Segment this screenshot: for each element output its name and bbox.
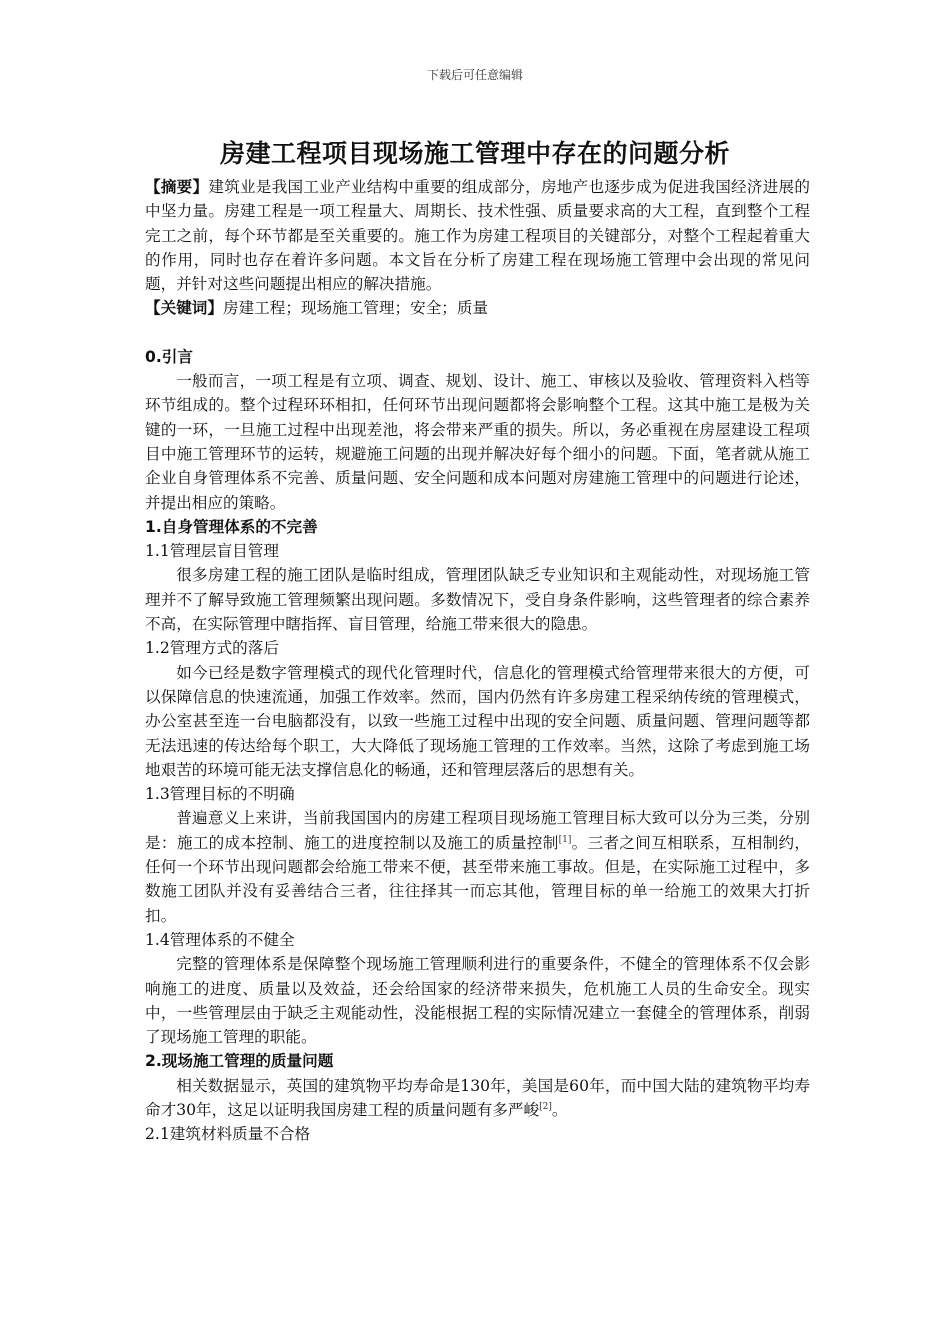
paragraph-2 — [145, 1074, 810, 1123]
citation-ref-2: [2] — [539, 1101, 552, 1112]
section-heading-intro: 0.引言 — [145, 347, 193, 366]
subsection-heading-1-3: 1.3管理目标的不明确 — [145, 785, 295, 804]
keywords-text: 房建工程；现场施工管理；安全；质量 — [222, 299, 489, 318]
header-note: 下载后可任意编辑 — [426, 68, 523, 82]
paragraph-1-3-part-b: 。三者之间互相联系，互相制约，任何一个环节出现问题都会给施工带来不便，甚至带来施工事故。但是，在实际施工过程中，多数施工团队并没有妥善结合三者，往往择其一而忘其他，管理目标的单一给施工的效果大打折扣。 — [145, 833, 810, 925]
paragraph-2-part-b: 。 — [551, 1100, 568, 1119]
paragraph-1-1: 很多房建工程的施工团队是临时组成，管理团队缺乏专业知识和主观能动性，对现场施工管理并不了解导致施工管理频繁出现问题。多数情况下，受自身条件影响，这些管理者的综合素养不高，在实际管理中瞎指挥、盲目管理，给施工带来很大的隐患。 — [145, 566, 810, 634]
citation-ref-1: [1] — [558, 834, 572, 845]
subsection-heading-1-2: 1.2管理方式的落后 — [145, 639, 279, 658]
subsection-heading-1-1: 1.1管理层盲目管理 — [145, 542, 279, 561]
paragraph-2-part-a: 相关数据显示，英国的建筑物平均寿命是130年，美国是60年，而中国大陆的建筑物平均寿命才30年，这足以证明我国房建工程的质量问题有多严峻 — [145, 1076, 810, 1119]
keywords-label: 【关键词】 — [145, 299, 223, 318]
paragraph-1-3-part-a: 普遍意义上来讲，当前我国国内的房建工程项目现场施工管理目标大致可以分为三类，分别是：施工的成本控制、施工的进度控制以及施工的质量控制 — [145, 809, 810, 852]
paragraph-1-3 — [145, 806, 810, 927]
subsection-heading-2-1: 2.1建筑材料质量不合格 — [145, 1125, 311, 1144]
paragraph-1-4: 完整的管理体系是保障整个现场施工管理顺利进行的重要条件，不健全的管理体系不仅会影响施工的进度、质量以及效益，还会给国家的经济带来损失，危机施工人员的生命安全。现实中，一些管理层由于缺乏主观能动性，没能根据工程的实际情况建立一套健全的管理体系，削弱了现场施工管理的职能。 — [145, 955, 810, 1047]
paragraph-1-2: 如今已经是数字管理模式的现代化管理时代，信息化的管理模式给管理带来很大的方便，可以保障信息的快速流通，加强工作效率。然而，国内仍然有许多房建工程采纳传统的管理模式，办公室甚至连一台电脑都没有，以致一些施工过程中出现的安全问题、质量问题、管理问题等都无法迅速的传达给每个职工，大大降低了现场施工管理的工作效率。当然，这除了考虑到施工场地艰苦的环境可能无法支撑信息化的畅通，还和管理层落后的思想有关。 — [145, 663, 810, 779]
subsection-heading-1-4: 1.4管理体系的不健全 — [145, 930, 295, 949]
abstract-label: 【摘要】 — [145, 178, 209, 196]
keywords-paragraph — [145, 296, 810, 320]
section-heading-1: 1.自身管理体系的不完善 — [145, 517, 318, 536]
document-body — [145, 175, 810, 1147]
document-title: 房建工程项目现场施工管理中存在的问题分析 — [219, 139, 730, 168]
intro-paragraph: 一般而言，一项工程是有立项、调查、规划、设计、施工、审核以及验收、管理资料入档等环节组成的。整个过程环环相扣，任何环节出现问题都将会影响整个工程。这其中施工是极为关键的一环，一旦施工过程中出现差池，将会带来严重的损失。所以，务必重视在房屋建设工程项目中施工管理环节的运转，规避施工问题的出现并解决好每个细小的问题。下面，笔者就从施工企业自身管理体系不完善、质量问题、安全问题和成本问题对房建施工管理中的问题进行论述，并提出相应的策略。 — [145, 372, 810, 512]
section-heading-2: 2.现场施工管理的质量问题 — [145, 1052, 334, 1071]
abstract-text: 建筑业是我国工业产业结构中重要的组成部分，房地产也逐步成为促进我国经济进展的中坚力量。房建工程是一项工程量大、周期长、技术性强、质量要求高的大工程，直到整个工程完工之前，每个环节都是至关重要的。施工作为房建工程项目的关键部分，对整个工程起着重大的作用，同时也存在着许多问题。本文旨在分析了房建工程在现场施工管理中会出现的常见问题，并针对这些问题提出相应的解决措施。 — [145, 178, 810, 294]
abstract-paragraph — [145, 175, 810, 296]
spacer — [145, 321, 810, 345]
